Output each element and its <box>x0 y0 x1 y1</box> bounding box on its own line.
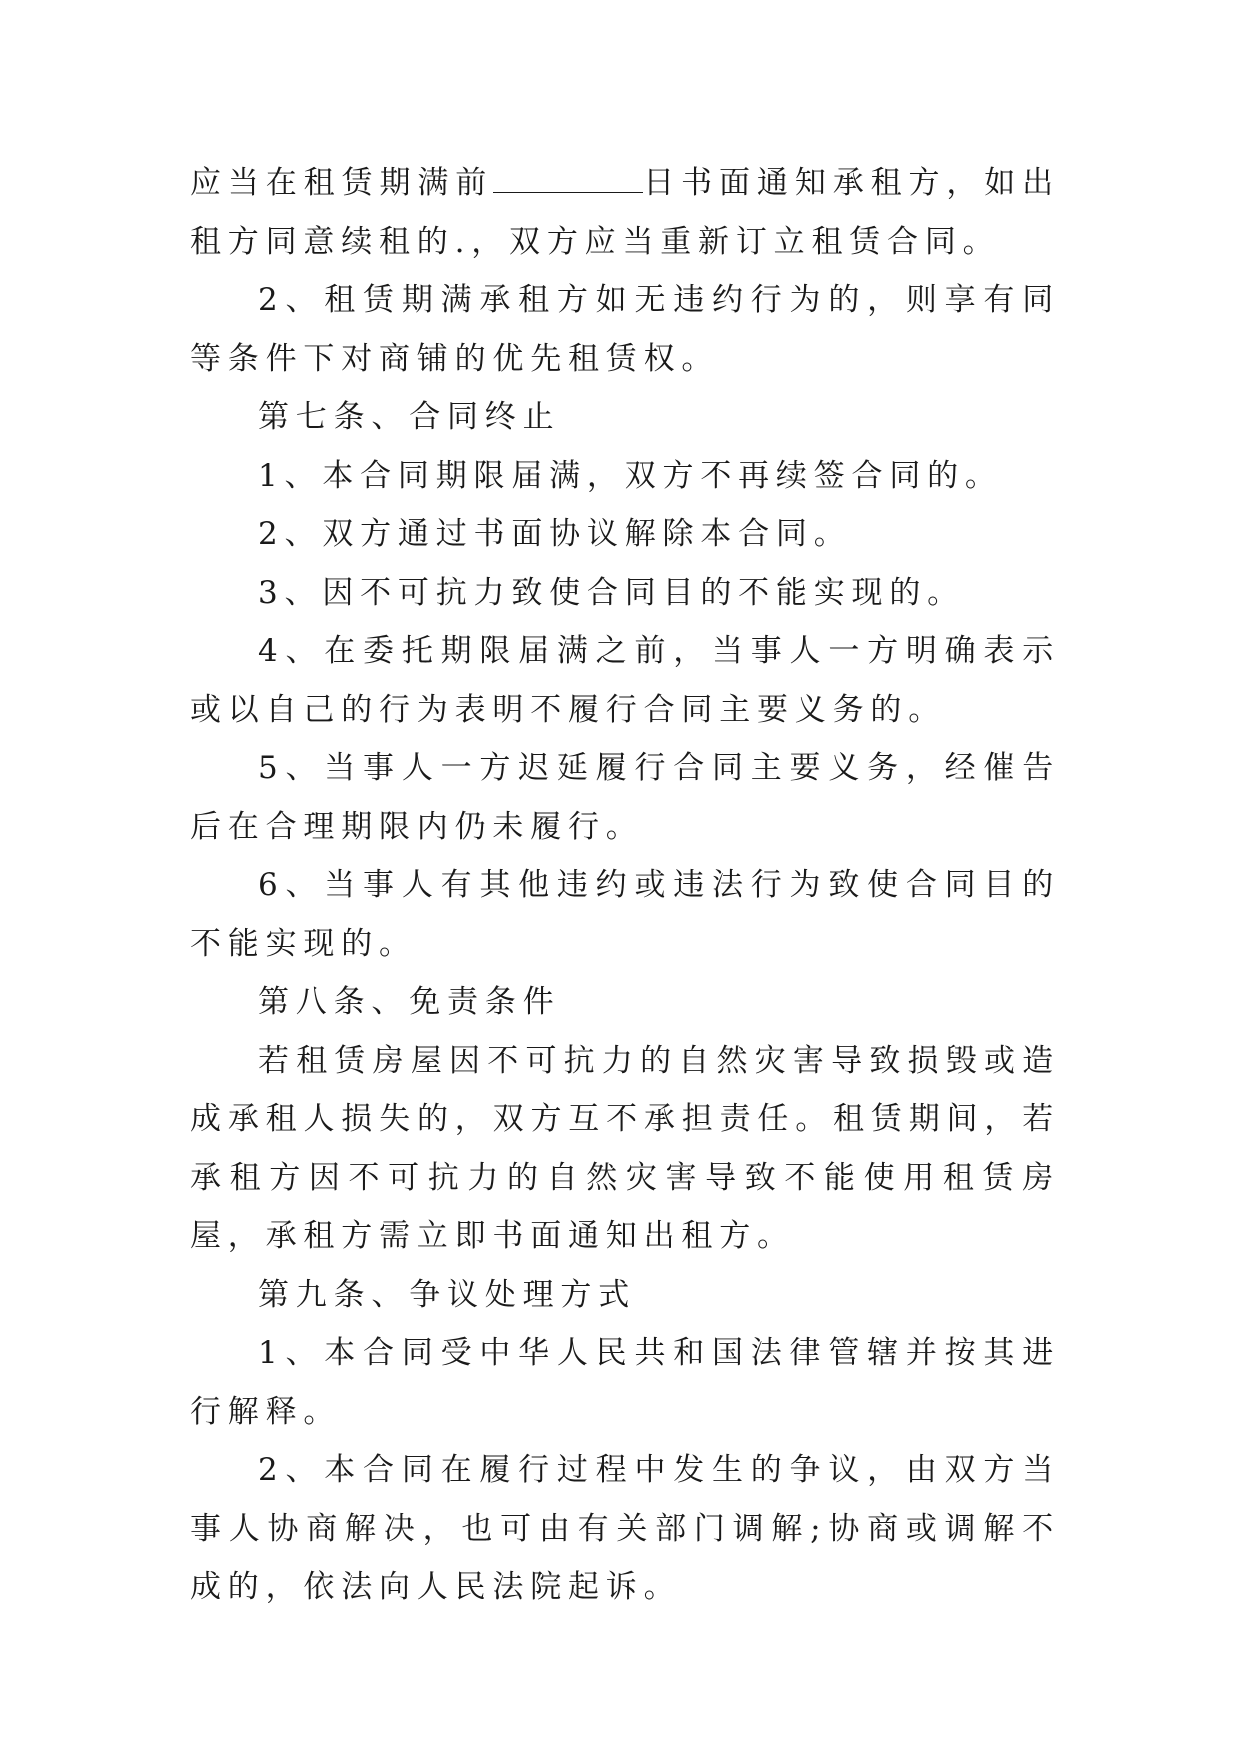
paragraph-priority-lease: 2、租赁期满承租方如无违约行为的，则享有同等条件下对商铺的优先租赁权。 <box>190 282 1060 377</box>
paragraph-text: 日书面通知承租方，如出租方同意续租的.，双方应当重新订立租赁合同。 <box>190 165 1060 260</box>
article-8-paragraph: 若租赁房屋因不可抗力的自然灾害导致损毁或造成承租人损失的，双方互不承担责任。租赁期间，若承租方因不可抗力的自然灾害导致不能使用租赁房屋，承租方需立即书面通知出租方。 <box>190 1042 1060 1254</box>
article-7-item-2: 2、双方通过书面协议解除本合同。 <box>258 516 852 552</box>
document-body <box>190 152 1060 1617</box>
article-7-item-6: 6、当事人有其他违约或违法行为致使合同目的不能实现的。 <box>190 867 1060 962</box>
article-7-item-4: 4、在委托期限届满之前，当事人一方明确表示或以自己的行为表明不履行合同主要义务的。 <box>190 633 1060 728</box>
article-7-item-5: 5、当事人一方迟延履行合同主要义务，经催告后在合理期限内仍未履行。 <box>190 750 1060 845</box>
paragraph-renewal-notice <box>190 152 1060 271</box>
article-7-heading: 第七条、合同终止 <box>258 399 561 435</box>
article-9-item-1: 1、本合同受中华人民共和国法律管辖并按其进行解释。 <box>190 1335 1060 1430</box>
article-9-heading: 第九条、争议处理方式 <box>258 1276 636 1313</box>
article-9-item-2: 2、本合同在履行过程中发生的争议，由双方当事人协商解决，也可由有关部门调解;协商或调解不成的，依法向人民法院起诉。 <box>190 1452 1060 1605</box>
article-7-item-1: 1、本合同期限届满，双方不再续签合同的。 <box>258 457 1003 494</box>
article-7-item-3: 3、因不可抗力致使合同目的不能实现的。 <box>258 574 965 611</box>
paragraph-text: 应当在租赁期满前 <box>190 165 494 201</box>
fill-in-blank <box>493 152 643 193</box>
article-8-heading: 第八条、免责条件 <box>258 984 561 1020</box>
